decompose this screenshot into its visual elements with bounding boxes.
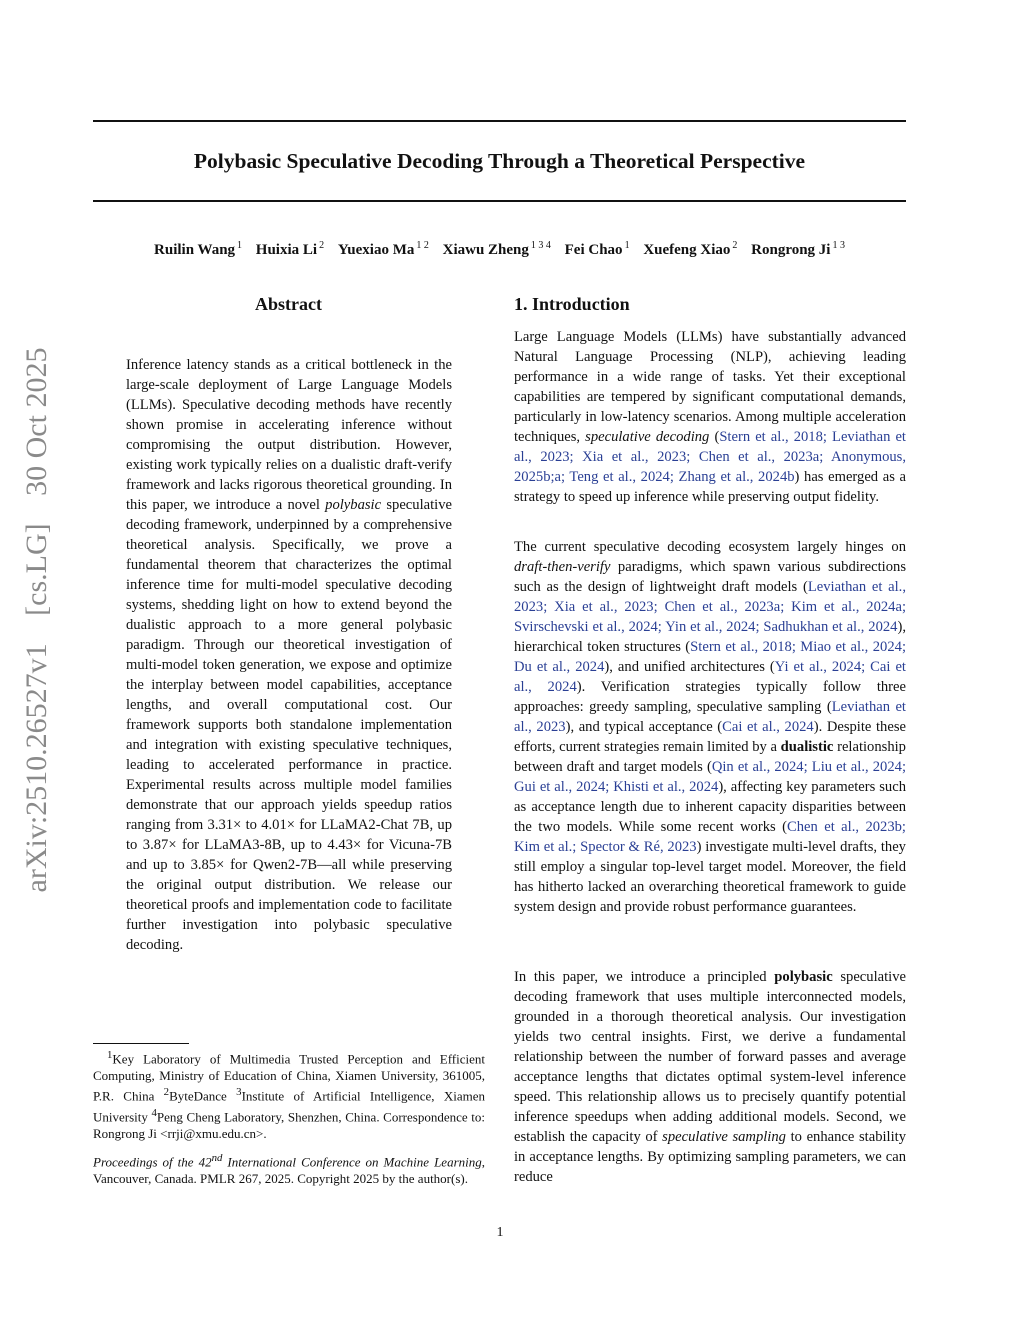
author-list — [93, 236, 906, 260]
author-affiliation: 1 3 4 — [530, 240, 551, 251]
paragraph-text: The current speculative decoding ecosystem largely hinges on — [514, 539, 906, 555]
title-top-rule — [93, 120, 906, 122]
paragraph-text: speculative decoding framework that uses multiple interconnected models, grounded in a thorough theoretical analysis. Our investigation yields two central insights. First, we derive a fundamental relationship between the number of forward passes and average acceptance lengths that dictates optimal system-level inference speed. This relationship allows us to precisely quantify potential inference speedups when adding additional models. Second, we establish the capacity of — [514, 969, 906, 1145]
author — [154, 242, 242, 258]
arxiv-category: [cs.LG] — [20, 523, 53, 616]
author — [751, 242, 845, 258]
proceedings-text: , Vancouver, Canada. PMLR 267, 2025. Copyright 2025 by the author(s). — [93, 1154, 485, 1187]
author-affiliation: 1 2 — [416, 240, 429, 251]
page-number: 1 — [496, 1225, 504, 1240]
paragraph-text: ), hierarchical token structures ( — [514, 619, 906, 655]
proceedings-note — [93, 1150, 485, 1187]
paragraph-text: to enhance stability in acceptance lengths. By optimizing sampling parameters, we can reduce — [514, 1129, 907, 1185]
paragraph-text: paradigms, which spawn various subdirections such as the design of lightweight draft models ( — [514, 559, 906, 595]
citation-link[interactable]: Stern et al., 2018; Miao et al., 2024; Du et al., 2024 — [514, 639, 906, 675]
arxiv-identifier-stamp — [15, 260, 59, 980]
proceedings-ordinal: nd — [211, 1152, 223, 1164]
paragraph-text: ) has emerged as a strategy to speed up inference while preserving output fidelity. — [514, 469, 906, 505]
author-name: Yuexiao Ma — [337, 242, 415, 258]
author — [565, 242, 630, 258]
paragraph-emphasis: speculative sampling — [662, 1129, 786, 1145]
paragraph-text: ). Verification strategies typically follow three approaches: greedy sampling, speculative sampling ( — [514, 679, 906, 715]
paragraph-text: ( — [709, 429, 720, 445]
author-name: Fei Chao — [564, 242, 623, 258]
introduction-heading: 1. Introduction — [514, 294, 630, 314]
paper-title: Polybasic Speculative Decoding Through a Theoretical Perspective — [193, 149, 806, 173]
author — [643, 242, 737, 258]
affiliation-footnote — [93, 1047, 485, 1142]
citation-link[interactable]: Yi et al., 2024; Cai et al., 2024 — [514, 659, 906, 695]
introduction-paragraph-3 — [514, 967, 906, 1187]
footnote-marker: 2 — [163, 1086, 170, 1099]
introduction-paragraph-1 — [514, 327, 906, 507]
arxiv-id: arXiv:2510.26527v1 — [20, 643, 53, 893]
footnote-rule — [93, 1043, 189, 1044]
abstract-text: Inference latency stands as a critical bottleneck in the large-scale deployment of Large Language Models (LLMs). Speculative decoding methods have recently shown promise in accelerating inference without compromising the output distribution. However, existing work typically relies on a dualistic draft-verify framework and lacks rigorous theoretical grounding. In this paper, we introduce a novel — [126, 357, 452, 513]
paragraph-text: ) investigate multi-level drafts, they still employ a singular top-level target model. Moreover, the field has hitherto lacked an overarching theoretical framework to guide system design and provide robust performance guarantees. — [514, 839, 906, 915]
paragraph-text: Large Language Models (LLMs) have substantially advanced Natural Language Processing (NLP), achieving leading performance in a wide range of tasks. Yet their exceptional capabilities are tempered by significant computational demands, particularly in low-latency scenarios. Among multiple acceleration techniques, — [514, 329, 906, 445]
footnote-text: Institute of Artificial Intelligence, Xiamen University — [93, 1088, 485, 1124]
footnote-text: Key Laboratory of Multimedia Trusted Perception and Efficient Computing, Ministry of Education of China, Xiamen University, 361005, P.R. China — [93, 1051, 485, 1104]
introduction-paragraph-2 — [514, 537, 906, 917]
footnote-marker: 4 — [151, 1106, 157, 1119]
author-name: Huixia Li — [255, 242, 318, 258]
author-affiliation: 1 3 — [832, 240, 845, 251]
paragraph-text: ), and unified architectures ( — [604, 659, 775, 675]
footnote-marker: 1 — [107, 1049, 113, 1061]
author-name: Xuefeng Xiao — [643, 242, 731, 258]
citation-link[interactable]: Qin et al., 2024; Liu et al., 2024; Gui et al., 2024; Khisti et al., 2024 — [514, 759, 906, 795]
citation-link[interactable]: Stern et al., 2018; Leviathan et al., 2023; Xia et al., 2023; Chen et al., 2023a; Anonymous, 2025b;a; Teng et al., 2024; Zhang et al., 2024b — [514, 429, 906, 485]
author-affiliation: 1 — [237, 240, 243, 251]
author — [443, 242, 551, 258]
author-affiliation: 2 — [732, 240, 738, 251]
paragraph-bold: polybasic — [774, 969, 833, 985]
citation-link[interactable]: Chen et al., 2023b; Kim et al.; Spector & Ré, 2023 — [514, 819, 906, 855]
title-bottom-rule — [93, 200, 906, 202]
footnote-text: ByteDance — [169, 1088, 237, 1104]
abstract-text: speculative decoding framework, underpinned by a comprehensive theoretical analysis. Specifically, we prove a fundamental theorem that characterizes the optimal inference time for multi-model speculative decoding systems, shedding light on how to extend beyond the dualistic approach to a more general polybasic paradigm. Through our theoretical investigation of multi-model token generation, we expose and optimize the interplay between model capabilities, acceptance lengths, and overall computational cost. Our framework supports both standalone implementation and integration with existing speculative techniques, leading to accelerated performance in practice. Experimental results across multiple model families demonstrate that our approach yields speedup ratios ranging from 3.31× to 4.01× for LLaMA2-Chat 7B, up to 3.87× for LLaMA3-8B, up to 4.43× for Vicuna-7B and up to 3.85× for Qwen2-7B—all while preserving the original output distribution. We release our theoretical proofs and implementation code to facilitate further investigation into polybasic speculative decoding. — [126, 497, 452, 953]
footnote-text: Peng Cheng Laboratory, Shenzhen, China. Correspondence to: Rongrong Ji <rrji@xmu.edu.cn>. — [93, 1108, 485, 1141]
abstract-body — [126, 355, 452, 955]
paragraph-text: ). Despite these efforts, current strategies remain limited by a — [514, 719, 906, 755]
paragraph-text: ), and typical acceptance ( — [565, 719, 723, 735]
paragraph-emphasis: speculative decoding — [585, 429, 710, 445]
citation-link[interactable]: Cai et al., 2024 — [722, 719, 814, 735]
abstract-heading: Abstract — [255, 294, 322, 314]
author — [338, 242, 429, 258]
author-name: Ruilin Wang — [154, 242, 236, 258]
proceedings-italic: Proceedings of the 42 — [93, 1154, 212, 1170]
author-name: Rongrong Ji — [751, 242, 831, 258]
footnote-marker: 3 — [236, 1086, 242, 1099]
proceedings-italic: International Conference on Machine Learning — [222, 1154, 482, 1170]
author-name: Xiawu Zheng — [442, 242, 529, 258]
author-affiliation: 1 — [624, 240, 630, 251]
paragraph-text: In this paper, we introduce a principled — [514, 969, 775, 985]
arxiv-date: 30 Oct 2025 — [20, 347, 53, 496]
paragraph-bold: dualistic — [780, 739, 834, 755]
paragraph-text: ), affecting key parameters such as acceptance length due to inherent capacity disparities between the two models. While some recent works ( — [514, 779, 907, 835]
paragraph-text: relationship between draft and target models ( — [514, 739, 906, 775]
paragraph-emphasis: draft-then-verify — [514, 559, 611, 575]
author — [256, 242, 324, 258]
citation-link[interactable]: Leviathan et al., 2023 — [514, 699, 906, 735]
citation-link[interactable]: Leviathan et al., 2023; Xia et al., 2023; Chen et al., 2023a; Kim et al., 2024a; Svirschevski et al., 2024; Yin et al., 2024; Sadhukhan et al., 2024 — [514, 579, 906, 635]
author-affiliation: 2 — [319, 240, 325, 251]
abstract-emphasis: polybasic — [325, 497, 382, 513]
